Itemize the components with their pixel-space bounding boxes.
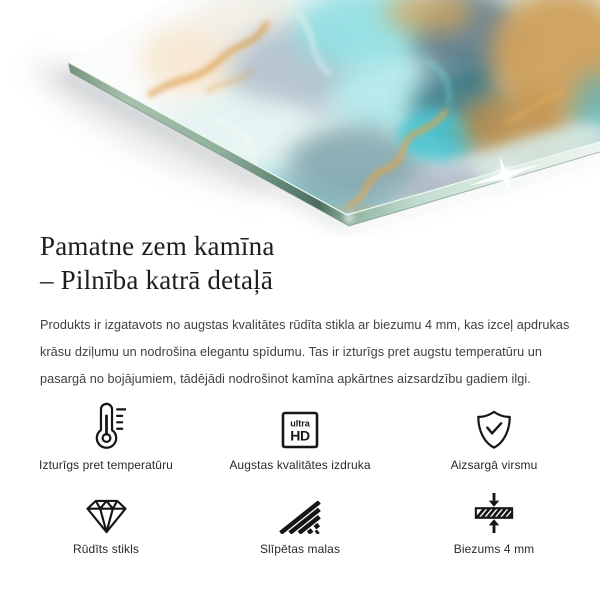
press-thickness-icon xyxy=(473,492,515,534)
diamond-icon xyxy=(84,492,129,534)
feature-label: Slīpētas malas xyxy=(259,542,341,556)
feature-label: Izturīgs pret temperatūru xyxy=(39,458,173,472)
beveled-edges-icon xyxy=(278,492,322,534)
feature-tempered-glass xyxy=(9,492,203,557)
ultra-hd-icon xyxy=(280,402,320,450)
page-title xyxy=(40,229,275,297)
glass-panel-artwork xyxy=(0,0,600,236)
ultra-hd-icon-text-bottom: HD xyxy=(290,427,310,444)
product-description: Produkts ir izgatavots no augstas kvalitātes rūdīta stikla ar biezumu 4 mm, kas izceļ apdrukas krāsu dziļumu un nodrošina elegantu spīdumu. Tas ir izturīgs pret augstu temperatūru un pasargā no bojājumiem, tādējādi nodrošinot kamīna apkārtnes aizsardzību gadiem ilgi. xyxy=(40,318,570,386)
feature-print-quality xyxy=(203,402,397,473)
ultra-hd-icon-text-top: ultra xyxy=(290,418,310,429)
feature-label: Rūdīts stikls xyxy=(73,542,139,556)
feature-thickness xyxy=(397,492,591,557)
feature-label: Biezums 4 mm xyxy=(453,542,535,556)
product-image xyxy=(0,0,600,236)
feature-temperature xyxy=(9,402,203,473)
page-title-line1: Pamatne zem kamīna xyxy=(40,231,275,261)
feature-label: Aizsargā virsmu xyxy=(450,458,538,472)
feature-polished-edges xyxy=(203,492,397,557)
thermometer-icon xyxy=(87,402,126,450)
feature-protection xyxy=(397,402,591,473)
feature-grid xyxy=(9,402,591,557)
page-title-line2: – Pilnība katrā detaļā xyxy=(40,265,274,295)
shield-check-icon xyxy=(475,402,513,450)
feature-label: Augstas kvalitātes izdruka xyxy=(229,458,371,472)
